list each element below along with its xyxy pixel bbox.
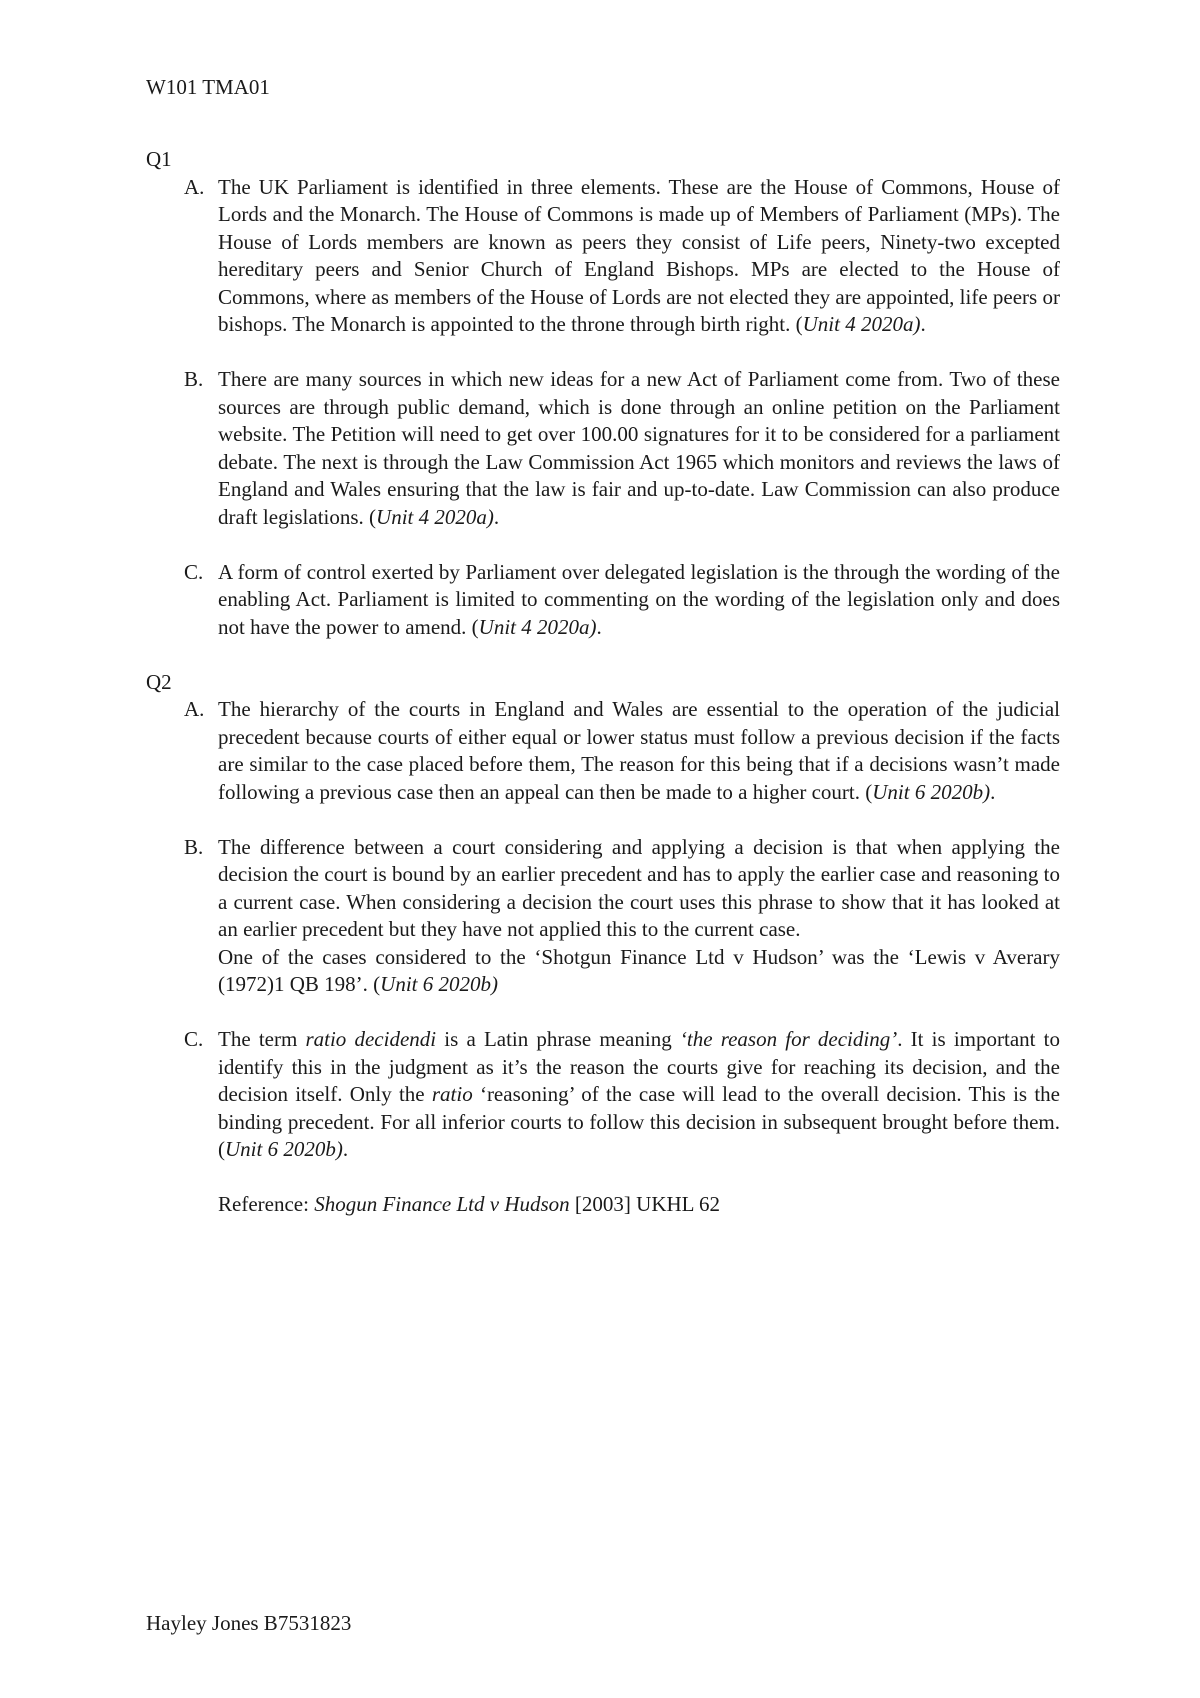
answer-text: There are many sources in which new ideas for a new Act of Parliament come from. Two of these sources are through public demand, which is done through an online petition on the Parliament website. The Petition will need to get over 100.00 signatures for it to be considered for a parliament debate. The next is through the Law Commission Act 1965 which monitors and reviews the laws of England and Wales ensuring that the law is fair and up-to-date. Law Commission can also produce draft legislations. (Unit 4 2020a).	[218, 367, 1060, 529]
latin-term-short: ratio	[431, 1082, 473, 1106]
citation: Unit 6 2020b)	[872, 779, 991, 804]
latin-term: ratio decidendi	[305, 1027, 437, 1051]
answer-q1-a	[146, 174, 1060, 339]
item-letter: B.	[184, 834, 204, 859]
answer-text-continued: One of the cases considered to the ‘Shotgun Finance Ltd v Hudson’ was the ‘Lewis v Averary (1972)1 QB 198’. (Unit 6 2020b)	[218, 944, 1060, 996]
document-body	[146, 146, 1060, 1219]
citation: Unit 4 2020a)	[802, 312, 921, 336]
citation: Unit 6 2020b)	[380, 972, 498, 996]
answer-text: The UK Parliament is identified in three elements. These are the House of Commons, House of Lords and the Monarch. The House of Commons is made up of Members of Parliament (MPs). The House of Lords members are known as peers they consist of Life peers, Ninety-two excepted hereditary peers and Senior Church of England Bishops. MPs are elected to the House of Commons, where as members of the House of Lords are not elected they are appointed, life peers or bishops. The Monarch is appointed to the throne through birth right. (Unit 4 2020a).	[218, 174, 1060, 336]
answer-q2-a	[146, 696, 1060, 806]
answer-q1-b	[146, 366, 1060, 531]
citation: Unit 6 2020b)	[225, 1137, 343, 1161]
answer-text: A form of control exerted by Parliament over delegated legislation is the through the wording of the enabling Act. Parliament is limited to commenting on the wording of the legislation only and does not have the power to amend. (Unit 4 2020a).	[218, 559, 1060, 639]
item-letter: C.	[184, 1027, 204, 1051]
answer-text: The term ratio decidendi is a Latin phrase meaning ‘the reason for deciding’. It is important to identify this in the judgment as it’s the reason the courts give for reaching its decision, and the decision itself. Only the ratio ‘reasoning’ of the case will lead to the overall decision. This is the binding precedent. For all inferior courts to follow this decision in subsequent brought before them. (Unit 6 2020b).	[218, 1027, 1060, 1161]
page-header: W101 TMA01	[146, 75, 270, 99]
citation: Unit 4 2020a)	[376, 504, 494, 529]
item-letter: B.	[184, 367, 204, 391]
latin-meaning: ‘the reason for deciding’	[679, 1027, 898, 1051]
reference-case: Shogun Finance Ltd v Hudson	[314, 1192, 570, 1216]
item-letter: A.	[184, 697, 205, 721]
question-label-q1: Q1	[146, 147, 172, 171]
answer-q2-b	[146, 834, 1060, 999]
reference-line: Reference: Shogun Finance Ltd v Hudson [2003] UKHL 62	[218, 1192, 720, 1216]
page-footer: Hayley Jones B7531823	[146, 1611, 352, 1635]
answer-q1-c	[146, 559, 1060, 642]
answer-text: The hierarchy of the courts in England and Wales are essential to the operation of the judicial precedent because courts of either equal or lower status must follow a previous decision if the facts are similar to the case placed before them, The reason for this being that if a decisions wasn’t made following a previous case then an appeal can then be made to a higher court. (Unit 6 2020b).	[218, 697, 1060, 804]
item-letter: C.	[184, 559, 204, 584]
question-label-q2: Q2	[146, 669, 172, 694]
answer-q2-c	[146, 1026, 1060, 1164]
answer-text: The difference between a court considering and applying a decision is that when applying the decision the court is bound by an earlier precedent and has to apply the earlier case and reasoning to a current case. When considering a decision the court uses this phrase to show that it has looked at an earlier precedent but they have not applied this to the current case.	[218, 834, 1060, 941]
item-letter: A.	[184, 174, 205, 199]
citation: Unit 4 2020a)	[478, 614, 597, 639]
